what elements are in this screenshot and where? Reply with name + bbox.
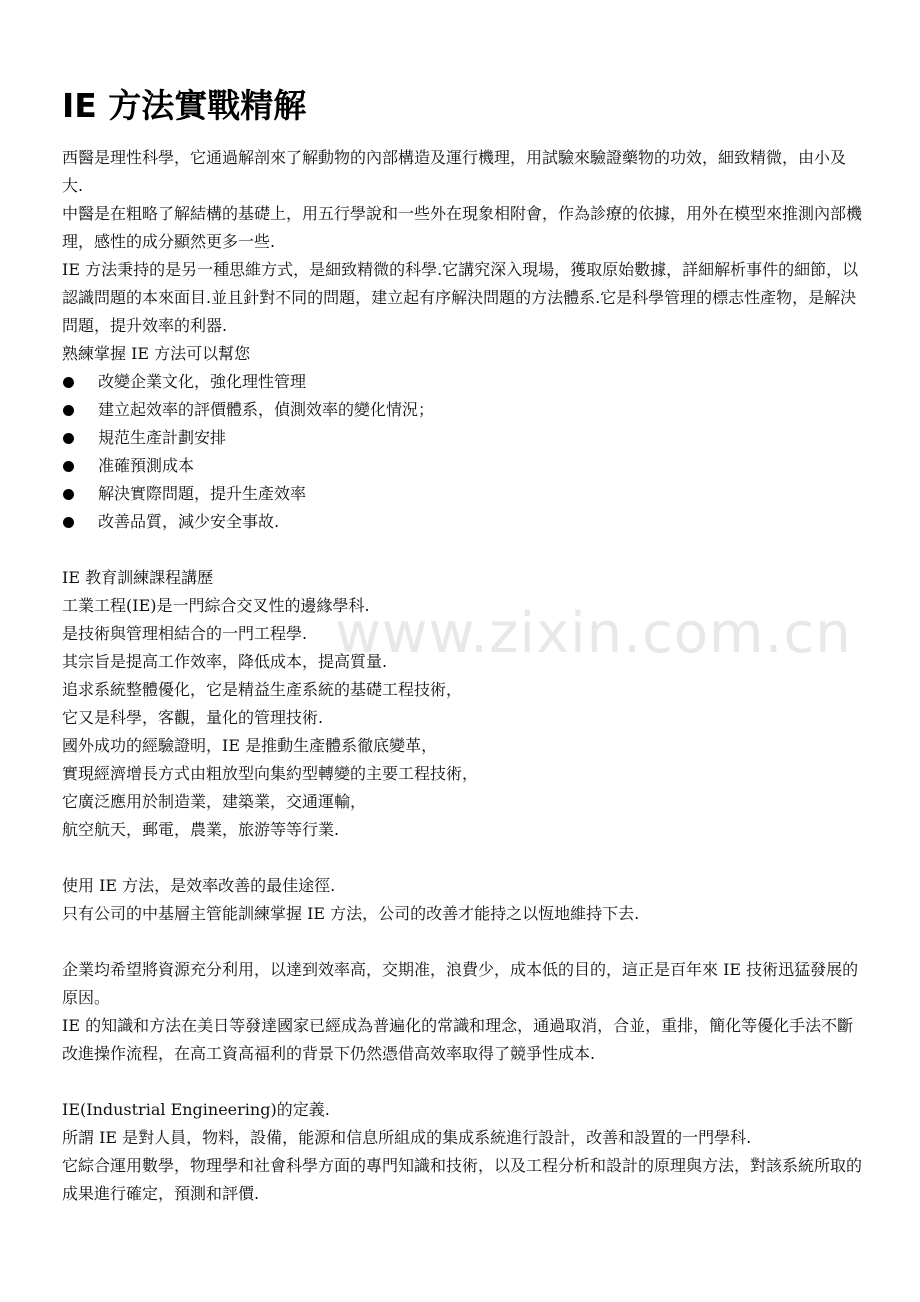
definition-paragraph: 所謂 IE 是對人員，物料，設備，能源和信息所組成的集成系統進行設計，改善和設置的一門學科. [62, 1128, 752, 1147]
bullet-icon [63, 517, 74, 528]
bullet-icon [63, 489, 74, 500]
list-item: 解決實際問題，提升生產效率 [62, 480, 862, 508]
course-line: 國外成功的經驗證明，IE 是推動生產體系徹底變革， [62, 736, 438, 755]
section-spacer [62, 1068, 862, 1096]
watermark: www.zixin.com.cn [335, 601, 852, 666]
course-line: 追求系統整體優化，它是精益生產系統的基礎工程技術， [62, 680, 463, 699]
course-line: 它又是科學，客觀，量化的管理技術. [62, 708, 324, 727]
section-spacer [62, 844, 862, 872]
bullet-icon [63, 433, 74, 444]
document-body [62, 144, 862, 1208]
course-line: 其宗旨是提高工作效率，降低成本，提高質量. [62, 652, 388, 671]
list-item: 准確預測成本 [62, 452, 862, 480]
document-title: IE 方法實戰精解 [62, 86, 307, 125]
enterprise-paragraph: IE 的知識和方法在美日等發達國家已經成為普遍化的常識和理念，通過取消，合並，重排，簡化等優化手法不斷改進操作流程，在高工資高福利的背景下仍然憑借高效率取得了競爭性成本. [62, 1016, 854, 1063]
course-heading: IE 教育訓練課程講歷 [62, 568, 214, 587]
course-line: 工業工程(IE)是一門綜合交叉性的邊緣學科. [62, 596, 370, 615]
course-line: 航空航天，郵電，農業，旅游等等行業. [62, 820, 340, 839]
definition-paragraph: 它綜合運用數學，物理學和社會科學方面的專門知識和技術，以及工程分析和設計的原理與方法，對該系統所取的成果進行確定，預測和評價. [62, 1156, 863, 1203]
list-item: 改善品質，減少安全事故. [62, 508, 862, 536]
definition-heading: IE(Industrial Engineering)的定義. [62, 1100, 330, 1119]
intro-paragraph-benefits-lead: 熟練掌握 IE 方法可以幫您 [62, 344, 251, 363]
course-line: 它廣泛應用於制造業，建築業，交通運輸， [62, 792, 367, 811]
list-item: 規范生產計劃安排 [62, 424, 862, 452]
usage-line: 使用 IE 方法，是效率改善的最佳途徑. [62, 876, 336, 895]
usage-line: 只有公司的中基層主管能訓練掌握 IE 方法，公司的改善才能持之以恆地維持下去. [62, 904, 640, 923]
intro-paragraph-ie-method: IE 方法秉持的是另一種思維方式，是細致精微的科學.它講究深入現場，獲取原始數據，詳細解析事件的細節，以認識問題的本來面目.並且針對不同的問題，建立起有序解決問題的方法體系.它是科學管理的標志性產物，是解決問題，提升效率的利器. [62, 260, 859, 335]
section-spacer [62, 536, 862, 564]
course-line: 是技術與管理相結合的一門工程學. [62, 624, 308, 643]
bullet-icon [63, 377, 74, 388]
enterprise-paragraph: 企業均希望將資源充分利用，以達到效率高，交期准，浪費少，成本低的目的，這正是百年來 IE 技術迅猛發展的原因。 [62, 960, 859, 1007]
section-spacer [62, 928, 862, 956]
list-item: 建立起效率的評價體系，偵測效率的變化情況； [62, 396, 862, 424]
intro-paragraph-western-medicine: 西醫是理性科學，它通過解剖來了解動物的內部構造及運行機理，用試驗來驗證藥物的功效，細致精微，由小及大. [62, 148, 847, 195]
bullet-icon [63, 405, 74, 416]
benefits-list [62, 368, 862, 536]
list-item: 改變企業文化，強化理性管理 [62, 368, 862, 396]
bullet-icon [63, 461, 74, 472]
course-line: 實現經濟增長方式由粗放型向集約型轉變的主要工程技術， [62, 764, 479, 783]
intro-paragraph-chinese-medicine: 中醫是在粗略了解結構的基礎上，用五行學說和一些外在現象相附會，作為診療的依據，用外在模型來推測內部機理，感性的成分顯然更多一些. [62, 204, 863, 251]
